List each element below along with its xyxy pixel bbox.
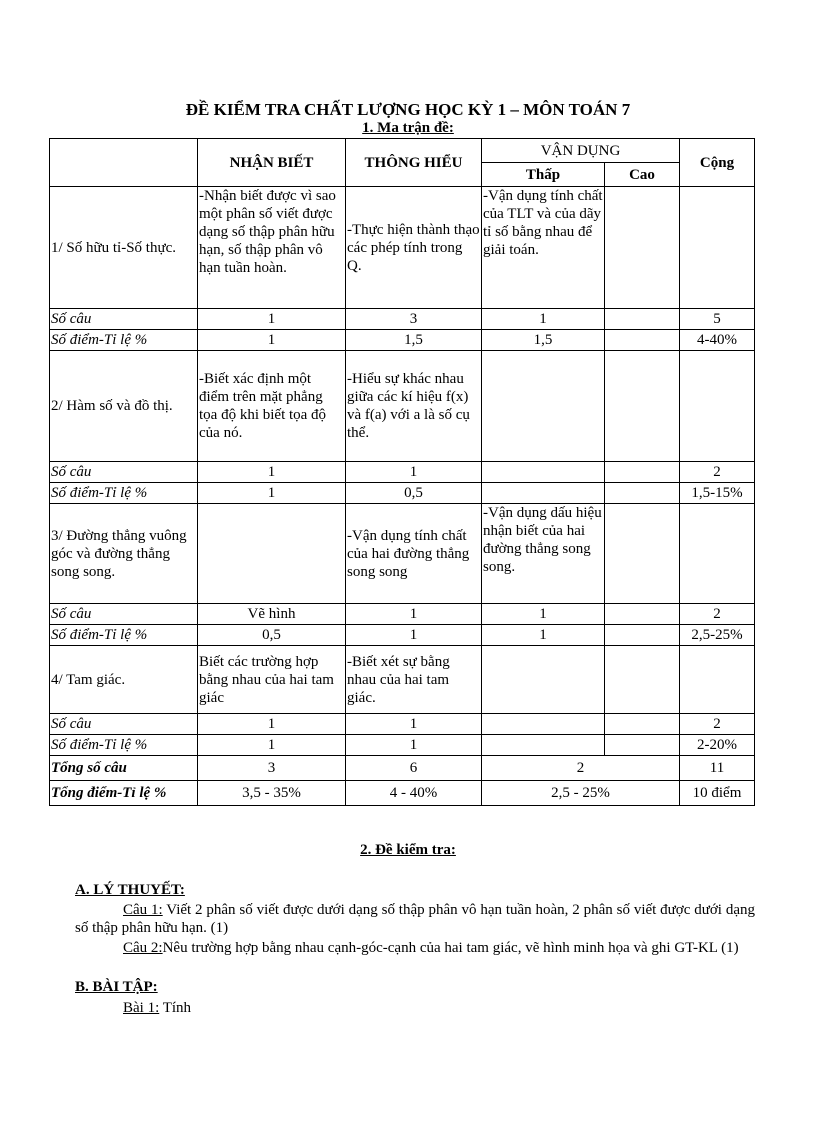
part-b-heading: B. BÀI TẬP: bbox=[75, 979, 158, 995]
so-diem-label: Số điểm-Tỉ lệ % bbox=[50, 483, 198, 504]
so-cau-cell: 1 bbox=[346, 462, 482, 483]
so-cau-label: Số câu bbox=[50, 604, 198, 625]
so-diem-cell: 4-40% bbox=[680, 330, 755, 351]
so-diem-cell: 1 bbox=[346, 625, 482, 646]
so-cau-label: Số câu bbox=[50, 309, 198, 330]
total-questions-label: Tổng số câu bbox=[50, 756, 198, 781]
question-1-text: Viết 2 phân số viết được dưới dạng số thập phân vô hạn tuần hoàn, 2 phân số viết được dưới dạng số thập phân hữu hạn. (1) bbox=[75, 902, 755, 936]
so-cau-cell: 1 bbox=[198, 309, 346, 330]
so-diem-label: Số điểm-Tỉ lệ % bbox=[50, 625, 198, 646]
topic-row bbox=[50, 351, 755, 462]
header-thong-hieu: THÔNG HIỂU bbox=[346, 139, 482, 187]
so-diem-cell: 1,5 bbox=[346, 330, 482, 351]
so-diem-row bbox=[50, 483, 755, 504]
header-van-dung: VẬN DỤNG bbox=[482, 139, 680, 163]
so-diem-label: Số điểm-Tỉ lệ % bbox=[50, 735, 198, 756]
question-1-label: Câu 1: bbox=[123, 902, 163, 918]
topic-thap: -Vận dụng tính chất của TLT và của dãy tỉ số bằng nhau để giải toán. bbox=[482, 187, 605, 309]
question-2-text: Nêu trường hợp bằng nhau cạnh-góc-cạnh của hai tam giác, vẽ hình minh họa và ghi GT-KL (1) bbox=[162, 940, 739, 956]
topic-thong-hieu: -Thực hiện thành thạo các phép tính trong Q. bbox=[346, 187, 482, 309]
so-cau-cell: 1 bbox=[482, 309, 605, 330]
total-questions-row bbox=[50, 756, 755, 781]
topic-name: 2/ Hàm số và đồ thị. bbox=[50, 351, 198, 462]
so-cau-cell bbox=[605, 309, 680, 330]
so-diem-cell: 1 bbox=[198, 735, 346, 756]
total-points-label: Tổng điểm-Tỉ lệ % bbox=[50, 781, 198, 806]
so-diem-cell: 1,5 bbox=[482, 330, 605, 351]
so-diem-cell bbox=[482, 735, 605, 756]
topic-name: 1/ Số hữu tỉ-Số thực. bbox=[50, 187, 198, 309]
header-row-1 bbox=[50, 139, 755, 163]
so-diem-cell: 1,5-15% bbox=[680, 483, 755, 504]
so-diem-cell: 1 bbox=[346, 735, 482, 756]
topic-cong bbox=[680, 187, 755, 309]
topic-cao bbox=[605, 187, 680, 309]
so-diem-label: Số điểm-Tỉ lệ % bbox=[50, 330, 198, 351]
topic-row bbox=[50, 646, 755, 714]
so-diem-cell bbox=[605, 625, 680, 646]
matrix-table bbox=[49, 138, 755, 806]
topic-row bbox=[50, 187, 755, 309]
question-2-label: Câu 2: bbox=[123, 940, 163, 956]
topic-cong bbox=[680, 504, 755, 604]
so-cau-cell: 2 bbox=[680, 604, 755, 625]
so-diem-cell: 1 bbox=[482, 625, 605, 646]
so-diem-cell: 2-20% bbox=[680, 735, 755, 756]
so-cau-cell: 1 bbox=[198, 714, 346, 735]
total-points-cell: 10 điểm bbox=[680, 781, 755, 806]
topic-row bbox=[50, 504, 755, 604]
so-cau-cell: 1 bbox=[346, 714, 482, 735]
so-cau-label: Số câu bbox=[50, 714, 198, 735]
topic-name: 3/ Đường thẳng vuông góc và đường thẳng song song. bbox=[50, 504, 198, 604]
so-cau-cell: 1 bbox=[346, 604, 482, 625]
header-nhan-biet: NHẬN BIẾT bbox=[198, 139, 346, 187]
document-title: ĐỀ KIỂM TRA CHẤT LƯỢNG HỌC KỲ 1 – MÔN TOÁN 7 bbox=[185, 100, 631, 119]
header-cong: Cộng bbox=[680, 139, 755, 187]
header-cao: Cao bbox=[605, 163, 680, 187]
so-diem-cell bbox=[605, 330, 680, 351]
topic-nhan-biet: -Biết xác định một điểm trên mặt phẳng tọa độ khi biết tọa độ của nó. bbox=[198, 351, 346, 462]
part-a-heading: A. LÝ THUYẾT: bbox=[75, 882, 185, 898]
so-cau-cell: 3 bbox=[346, 309, 482, 330]
total-points-cell: 2,5 - 25% bbox=[482, 781, 680, 806]
question-1 bbox=[75, 901, 755, 937]
so-diem-row bbox=[50, 735, 755, 756]
so-cau-cell bbox=[482, 462, 605, 483]
topic-nhan-biet bbox=[198, 504, 346, 604]
so-diem-cell: 2,5-25% bbox=[680, 625, 755, 646]
topic-cao bbox=[605, 351, 680, 462]
so-diem-cell bbox=[605, 735, 680, 756]
so-cau-row bbox=[50, 604, 755, 625]
so-cau-cell bbox=[482, 714, 605, 735]
so-diem-row bbox=[50, 330, 755, 351]
total-points-row bbox=[50, 781, 755, 806]
topic-thap bbox=[482, 646, 605, 714]
so-cau-cell: 2 bbox=[680, 462, 755, 483]
topic-cao bbox=[605, 504, 680, 604]
total-questions-cell: 2 bbox=[482, 756, 680, 781]
total-questions-cell: 3 bbox=[198, 756, 346, 781]
so-cau-cell: Vẽ hình bbox=[198, 604, 346, 625]
so-diem-cell: 0,5 bbox=[198, 625, 346, 646]
so-cau-row bbox=[50, 714, 755, 735]
so-cau-cell bbox=[605, 604, 680, 625]
section-1-heading: 1. Ma trận đề: bbox=[362, 120, 454, 136]
so-diem-row bbox=[50, 625, 755, 646]
so-cau-cell bbox=[605, 714, 680, 735]
topic-cong bbox=[680, 351, 755, 462]
exercise-1 bbox=[75, 999, 755, 1017]
total-points-cell: 4 - 40% bbox=[346, 781, 482, 806]
section-2-heading: 2. Đề kiểm tra: bbox=[360, 842, 456, 858]
header-thap: Thấp bbox=[482, 163, 605, 187]
topic-nhan-biet: -Nhận biết được vì sao một phân số viết được dạng số thập phân hữu hạn, số thập phân vô hạn tuần hoàn. bbox=[198, 187, 346, 309]
so-cau-cell: 1 bbox=[198, 462, 346, 483]
topic-name: 4/ Tam giác. bbox=[50, 646, 198, 714]
topic-cao bbox=[605, 646, 680, 714]
exercise-1-label: Bài 1: bbox=[123, 1000, 160, 1016]
so-diem-cell bbox=[482, 483, 605, 504]
so-diem-cell: 1 bbox=[198, 483, 346, 504]
so-cau-row bbox=[50, 309, 755, 330]
so-cau-cell: 5 bbox=[680, 309, 755, 330]
so-cau-cell bbox=[605, 462, 680, 483]
so-diem-cell bbox=[605, 483, 680, 504]
so-diem-cell: 0,5 bbox=[346, 483, 482, 504]
topic-thap bbox=[482, 351, 605, 462]
so-cau-cell: 1 bbox=[482, 604, 605, 625]
so-cau-row bbox=[50, 462, 755, 483]
exercise-1-text: Tính bbox=[159, 1000, 192, 1016]
question-2 bbox=[75, 939, 755, 957]
total-questions-cell: 11 bbox=[680, 756, 755, 781]
so-cau-cell: 2 bbox=[680, 714, 755, 735]
topic-thong-hieu: -Hiểu sự khác nhau giữa các kí hiệu f(x) và f(a) với a là số cụ thể. bbox=[346, 351, 482, 462]
topic-thap: -Vận dụng dấu hiệu nhận biết của hai đường thẳng song song. bbox=[482, 504, 605, 604]
total-questions-cell: 6 bbox=[346, 756, 482, 781]
topic-thong-hieu: -Biết xét sự bằng nhau của hai tam giác. bbox=[346, 646, 482, 714]
total-points-cell: 3,5 - 35% bbox=[198, 781, 346, 806]
so-diem-cell: 1 bbox=[198, 330, 346, 351]
so-cau-label: Số câu bbox=[50, 462, 198, 483]
topic-nhan-biet: Biết các trường hợp bằng nhau của hai tam giác bbox=[198, 646, 346, 714]
topic-thong-hieu: -Vận dụng tính chất của hai đường thẳng song song bbox=[346, 504, 482, 604]
topic-cong bbox=[680, 646, 755, 714]
header-blank-cell bbox=[50, 139, 198, 187]
